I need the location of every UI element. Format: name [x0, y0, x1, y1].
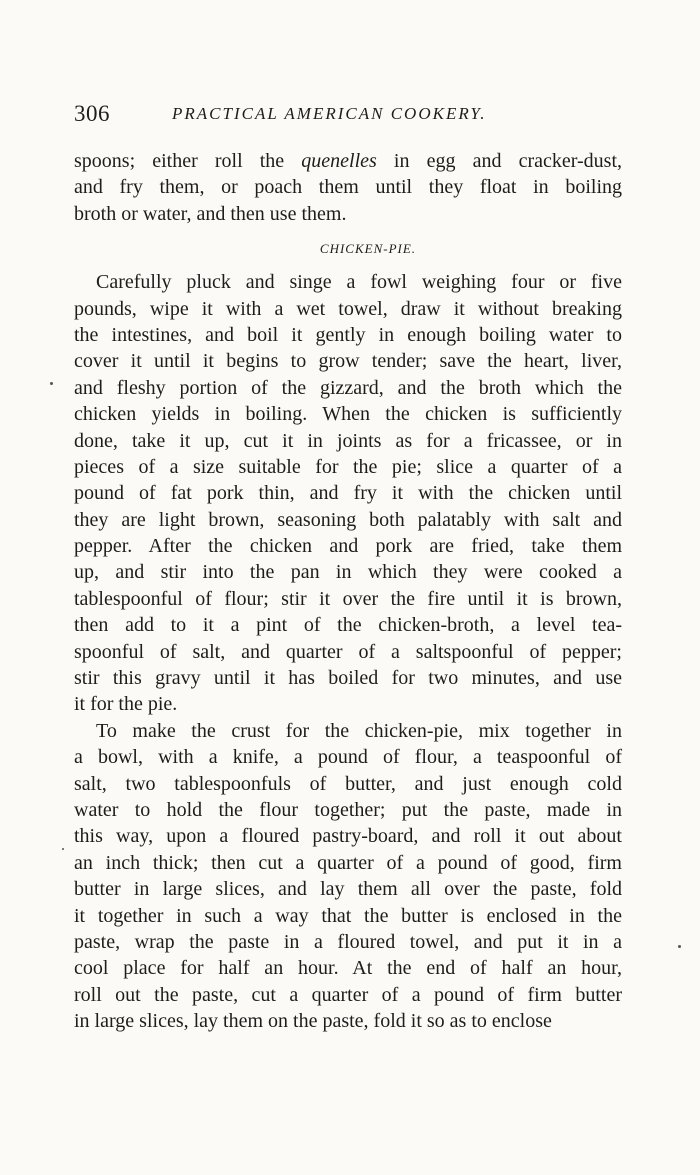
text-line: it together in such a way that the butter is enclosed in the [74, 904, 622, 927]
text-line: To make the crust for the chicken-pie, mix together in [96, 719, 622, 742]
text-line: cover it until it begins to grow tender; save the heart, liver, [74, 350, 622, 373]
text-line: pounds, wipe it with a wet towel, draw it without breaking [74, 297, 622, 320]
text-line: salt, two tablespoonfuls of butter, and just enough cold [74, 772, 622, 795]
text-line: cool place for half an hour. At the end of half an hour, [74, 957, 622, 980]
text-line: chicken yields in boiling. When the chicken is sufficiently [74, 403, 622, 426]
text-line: Carefully pluck and singe a fowl weighing four or five [96, 271, 622, 294]
text-line: done, take it up, cut it in joints as for a fricassee, or in [74, 429, 622, 452]
text-line: then add to it a pint of the chicken-broth, a level tea- [74, 614, 622, 637]
paper-speck [50, 382, 53, 385]
text-line: an inch thick; then cut a quarter of a pound of good, firm [74, 851, 622, 874]
text-line: pieces of a size suitable for the pie; slice a quarter of a [74, 455, 622, 478]
text-line: this way, upon a floured pastry-board, and roll it out about [74, 825, 622, 848]
text-line: pound of fat pork thin, and fry it with the chicken until [74, 482, 622, 505]
text-line: up, and stir into the pan in which they were cooked a [74, 561, 622, 584]
text-line: spoonful of salt, and quarter of a saltspoonful of pepper; [74, 640, 622, 663]
paper-speck [62, 848, 64, 850]
text-line: and fleshy portion of the gizzard, and the broth which the [74, 376, 622, 399]
text-line: paste, wrap the paste in a floured towel, and put it in a [74, 930, 622, 953]
text-line: stir this gravy until it has boiled for two minutes, and use [74, 667, 622, 690]
text-line: they are light brown, seasoning both palatably with salt and [74, 508, 622, 531]
text-line: in large slices, lay them on the paste, fold it so as to enclose [74, 1010, 552, 1033]
text-line: the intestines, and boil it gently in enough boiling water to [74, 323, 622, 346]
book-title: PRACTICAL AMERICAN COOKERY. [172, 104, 487, 123]
text-line: spoons; either roll the quenelles in egg and cracker-dust, [74, 150, 622, 172]
text-line: roll out the paste, cut a quarter of a pound of firm butter [74, 983, 622, 1006]
running-head [74, 101, 634, 129]
text-line: pepper. After the chicken and pork are fried, take them [74, 535, 622, 558]
text-line: butter in large slices, and lay them all over the paste, fold [74, 878, 622, 901]
body-text [74, 148, 622, 1035]
text-line: tablespoonful of flour; stir it over the fire until it is brown, [74, 587, 622, 610]
text-line: and fry them, or poach them until they float in boiling [74, 176, 622, 199]
page-number: 306 [74, 101, 110, 126]
paragraph-filling [74, 269, 622, 718]
text-line: water to hold the flour together; put the paste, made in [74, 798, 622, 821]
text-line: it for the pie. [74, 693, 178, 716]
paper-speck [678, 945, 681, 948]
paragraph-crust [74, 718, 622, 1035]
continuation-paragraph [74, 148, 622, 227]
section-heading: CHICKEN-PIE. [319, 241, 417, 257]
text-line: broth or water, and then use them. [74, 202, 347, 225]
text-line: a bowl, with a knife, a pound of flour, a teaspoonful of [74, 746, 622, 769]
italic-term: quenelles [301, 150, 377, 172]
